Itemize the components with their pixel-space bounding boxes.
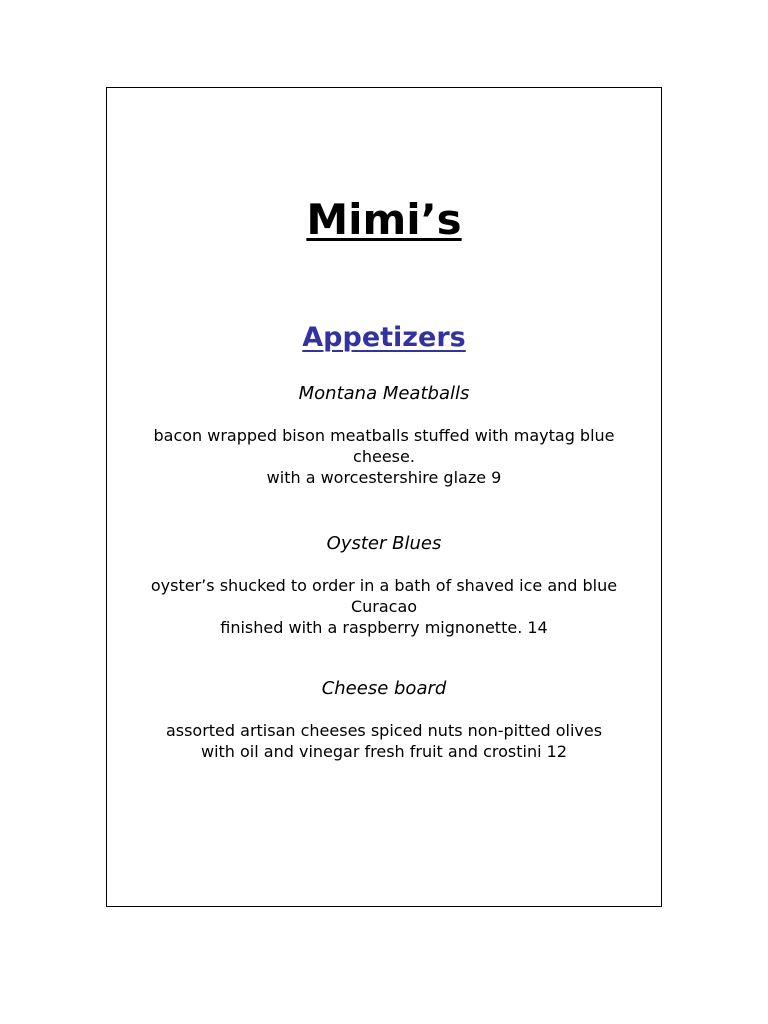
- menu-item-description: [124, 720, 644, 762]
- menu-item: [107, 382, 661, 488]
- menu-item-description-line: bacon wrapped bison meatballs stuffed with maytag blue: [153, 426, 615, 445]
- menu-item: [107, 532, 661, 638]
- menu-item-description-line: with oil and vinegar fresh fruit and crostini 12: [200, 742, 567, 761]
- restaurant-title: Mimi’s: [306, 195, 462, 244]
- menu-item-description-line: Curacao: [350, 597, 418, 616]
- section-heading-appetizers: Appetizers: [302, 322, 466, 353]
- menu-item: [107, 677, 661, 762]
- menu-item-name: Oyster Blues: [326, 533, 442, 554]
- menu-item-description: [124, 575, 644, 638]
- menu-item-description-line: finished with a raspberry mignonette. 14: [220, 618, 548, 637]
- menu-item-name: Montana Meatballs: [298, 383, 470, 404]
- menu-item-description: [124, 425, 644, 488]
- menu-item-description-line: cheese.: [353, 447, 415, 466]
- menu-item-description-line: assorted artisan cheeses spiced nuts non-pitted olives: [165, 721, 603, 740]
- menu-item-name: Cheese board: [321, 678, 447, 699]
- menu-page: [106, 87, 662, 907]
- menu-item-description-line: oyster’s shucked to order in a bath of shaved ice and blue: [150, 576, 618, 595]
- menu-item-description-line: with a worcestershire glaze 9: [266, 468, 502, 487]
